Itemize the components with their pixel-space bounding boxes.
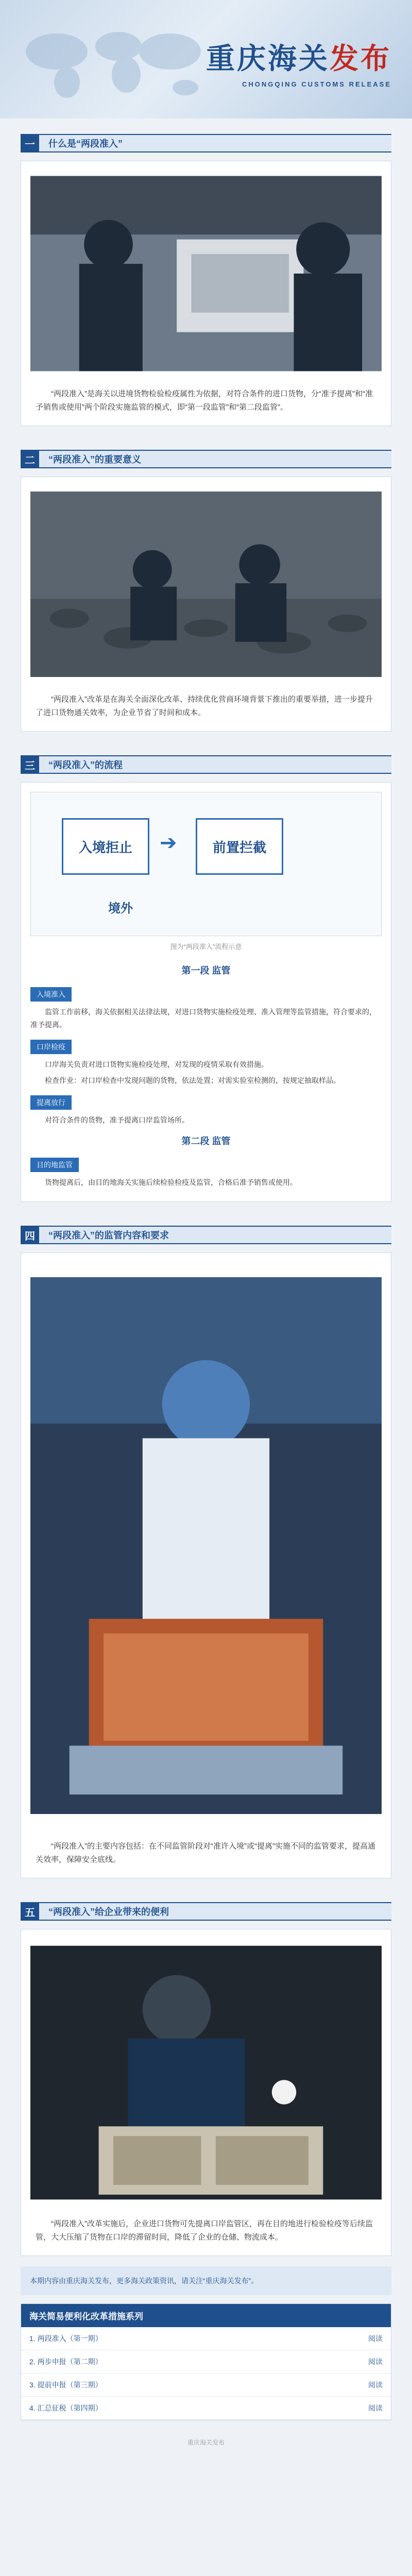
stage-1-paragraph-1: 监管工作前移，海关依据相关法律法规，对进口货物实施检疫处理、准入管理等监管措施，符合要求的，准予提离。	[30, 1008, 376, 1029]
footer: 重庆海关发布	[187, 2439, 225, 2446]
section-2-caption: “两段准入”改革是在海关全面深化改革、持续优化营商环境背景下推出的重要举措，进一步提升了进口货物通关效率，为企业节省了时间和成本。	[36, 695, 373, 717]
section-number: 一	[21, 134, 39, 152]
series-item-meta: 阅读	[368, 2404, 383, 2412]
section-number: 三	[21, 755, 39, 774]
section-title: “两段准入”的重要意义	[39, 450, 391, 468]
section-1-card	[21, 161, 391, 426]
banner-title-sub: 发布	[330, 42, 391, 76]
world-map-graphic	[15, 15, 211, 103]
stage-1-tag-1: 入境准入	[30, 987, 72, 1002]
series-item-meta: 阅读	[368, 2358, 383, 2366]
banner-subtitle: CHONGQING CUSTOMS RELEASE	[242, 80, 391, 88]
stage-1-paragraph-4: 对符合条件的货物，准予提离口岸监管场所。	[45, 1116, 189, 1124]
section-number: 五	[21, 1902, 39, 1921]
section-1-caption: “两段准入”是海关以进境货物检验检疫属性为依据，对符合条件的进口货物，分“准予提离”和“准予销售或使用”两个阶段实施监管的模式，即“第一段监管”和“第二段监管”。	[36, 389, 373, 412]
series-item-label: 1. 两段准入（第一期）	[29, 2334, 102, 2343]
section-title: 什么是“两段准入”	[39, 134, 391, 152]
flow-note: 图为“两段准入”流程示意	[170, 943, 242, 951]
section-3-header	[21, 755, 391, 774]
stage-1-paragraph-2: 口岸海关负责对进口货物实施检疫处理，对发现的疫情采取有效措施。	[45, 1060, 268, 1069]
section-2-card	[21, 477, 391, 732]
flow-box-entry-denial: 入境拒止	[62, 818, 149, 875]
notice-box: 本期内容由重庆海关发布，更多海关政策资讯，请关注“重庆海关发布”。	[21, 2266, 391, 2295]
series-item-meta: 阅读	[368, 2334, 383, 2343]
inspection-site-photo	[30, 486, 382, 682]
series-item[interactable]	[21, 2374, 391, 2397]
section-4-header	[21, 1226, 391, 1244]
flow-box-pre-interception: 前置拦截	[196, 818, 283, 875]
banner-title-box	[206, 36, 391, 88]
series-item-label: 4. 汇总征税（第四期）	[29, 2404, 102, 2412]
section-4-card	[21, 1252, 391, 1878]
section-5-caption: “两段准入”改革实施后，企业进口货物可先提离口岸监管区，再在目的地进行检验检疫等后续监管，大大压缩了货物在口岸的滞留时间，降低了企业的仓储、物流成本。	[36, 2219, 373, 2242]
section-title: “两段准入”给企业带来的便利	[39, 1902, 391, 1921]
section-title: “两段准入”的监管内容和要求	[39, 1226, 391, 1244]
stage-1-title: 第一段 监管	[181, 965, 231, 976]
series-item[interactable]	[21, 2397, 391, 2420]
series-list	[21, 2303, 391, 2420]
section-4-caption: “两段准入”的主要内容包括：在不同监管阶段对“准许入境”或“提离”实施不同的监管要求，提高通关效率，保障安全底线。	[36, 1842, 375, 1864]
stage-1-tag-3: 提离放行	[30, 1095, 72, 1110]
series-item-meta: 阅读	[368, 2381, 383, 2389]
series-header: 海关简易便利化改革措施系列	[21, 2304, 391, 2327]
banner-title-main: 重庆海关	[206, 42, 330, 76]
arrow-right-icon: ➔	[160, 832, 177, 854]
cargo-inspection-photo	[30, 1939, 382, 2207]
stage-1-paragraph-3: 检查作业：对口岸检查中发现问题的货物，依法处置；对需实验室检测的，按规定抽取样品。	[45, 1076, 340, 1084]
section-5-card	[21, 1929, 391, 2256]
section-1-header	[21, 134, 391, 152]
banner-title	[206, 36, 391, 77]
stage-1-tag-2: 口岸检疫	[30, 1040, 72, 1054]
section-number: 四	[21, 1226, 39, 1244]
stage-2-title: 第二段 监管	[181, 1136, 231, 1146]
series-item[interactable]	[21, 2327, 391, 2350]
section-2-header	[21, 450, 391, 468]
process-flow-diagram	[30, 792, 382, 936]
lab-inspection-photo	[30, 1262, 382, 1829]
series-item[interactable]	[21, 2350, 391, 2374]
flow-outside-label: 境外	[108, 902, 133, 916]
section-number: 二	[21, 450, 39, 468]
header-banner	[0, 0, 412, 118]
customs-officers-photo	[30, 171, 382, 377]
series-item-label: 2. 两步申报（第二期）	[29, 2358, 102, 2366]
series-item-label: 3. 提前申报（第三期）	[29, 2381, 102, 2389]
section-5-header	[21, 1902, 391, 1921]
section-title: “两段准入”的流程	[39, 755, 391, 774]
section-3-card	[21, 782, 391, 1202]
stage-2-paragraph-1: 货物提离后，由目的地海关实施后续检验检疫及监管，合格后准予销售或使用。	[45, 1178, 297, 1187]
stage-2-tag-1: 目的地监管	[30, 1158, 79, 1172]
